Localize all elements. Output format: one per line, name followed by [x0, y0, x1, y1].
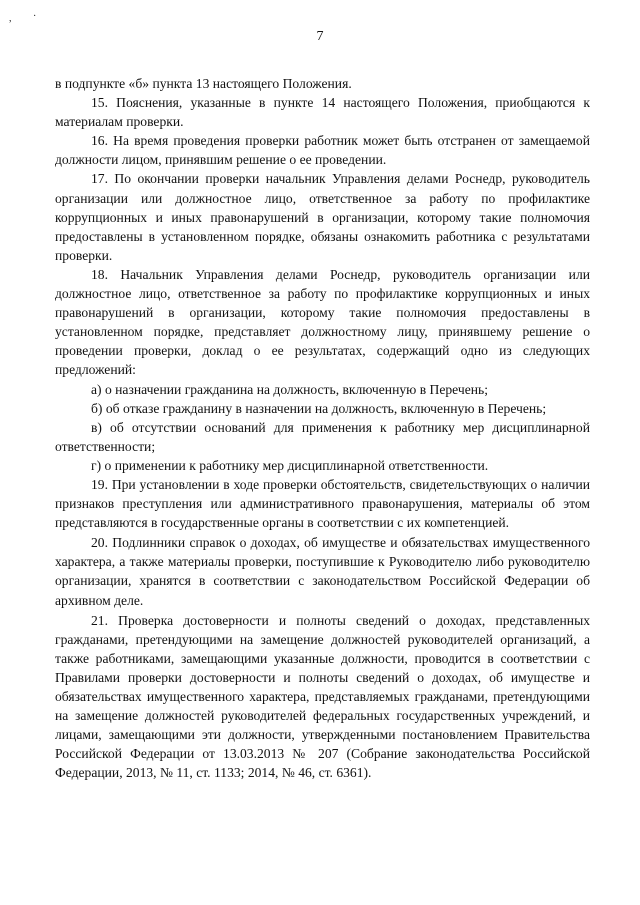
paragraph: в подпункте «б» пункта 13 настоящего Положения.: [55, 76, 352, 91]
scan-mark: ,: [9, 13, 12, 24]
scan-mark: ·: [33, 11, 37, 22]
paragraph-19: 19. При установлении в ходе проверки обстоятельств, свидетельствующих о наличии признаков преступления или административного правонарушения, материалы об этом представляются в государственные органы в соответствии с их компетенцией.: [55, 476, 590, 531]
paragraph-18: 18. Начальник Управления делами Роснедр, руководитель организации или должностное лицо, ответственное за работу по профилактике коррупционных и иных правонарушений в организации, которому такие полномочия предоставлены в установленном порядке, представляет должностному лицу, принявшему решение о проведении проверки, доклад о ее результатах, содержащий одно из следующих предложений:: [55, 266, 590, 378]
paragraph-16: 16. На время проведения проверки работник может быть отстранен от замещаемой должности лицом, принявшим решение о ее проведении.: [55, 133, 590, 168]
list-item-v: в) об отсутствии оснований для применения к работнику мер дисциплинарной ответственности;: [55, 419, 590, 454]
list-item-g: г) о применении к работнику мер дисциплинарной ответственности.: [91, 457, 489, 473]
page-number: 7: [316, 29, 324, 44]
paragraph-15: 15. Пояснения, указанные в пункте 14 настоящего Положения, приобщаются к материалам проверки.: [55, 95, 590, 130]
document-body: [55, 74, 590, 782]
paragraph-17: 17. По окончании проверки начальник Управления делами Роснедр, руководитель организации или должностное лицо, ответственное за работу по профилактике коррупционных и иных правонарушений в организации, которому такие полномочия предоставлены в установленном порядке, обязаны ознакомить работника с результатами проверки.: [55, 171, 590, 263]
paragraph-20: 20. Подлинники справок о доходах, об имуществе и обязательствах имущественного характера, а также материалы проверки, поступившие к Руководителю либо руководителю организации, хранятся в соответствии с законодательством Российской Федерации об архивном деле.: [55, 535, 590, 608]
list-item-b: б) об отказе гражданину в назначении на должность, включенную в Перечень;: [91, 400, 547, 416]
list-item-a: а) о назначении гражданина на должность, включенную в Перечень;: [91, 381, 488, 397]
paragraph-21: 21. Проверка достоверности и полноты сведений о доходах, представленных гражданами, претендующими на замещение должностей руководителей организаций, а также работниками, замещающими указанные должности, проводится в соответствии с Правилами проверки достоверности и полноты сведений о доходах, об имуществе и обязательствах имущественного характера, представляемых гражданами, претендующими на замещение должностей руководителей федеральных государственных учреждений, и лицами, замещающими эти должности, утвержденными постановлением Правительства Российской Федерации от 13.03.2013 № 207 (Собрание законодательства Российской Федерации, 2013, № 11, ст. 1133; 2014, № 46, ст. 6361).: [55, 612, 590, 781]
